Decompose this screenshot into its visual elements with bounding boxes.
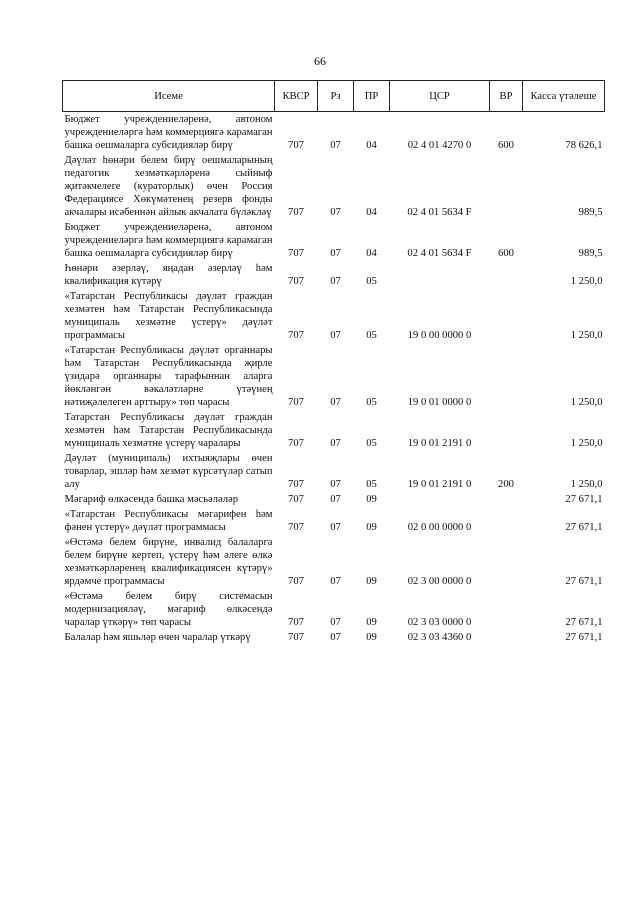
cell-vr: 600 bbox=[498, 248, 514, 259]
cell-rz: 07 bbox=[330, 576, 341, 587]
cell-pr: 09 bbox=[366, 494, 377, 505]
table-row bbox=[63, 507, 605, 535]
cell-csr: 02 4 01 5634 F bbox=[407, 248, 472, 259]
cell-name: «Өстәмә белем бирүне, инвалид балаларга белем бирүне кертеп, үстерү һәм әлеге өлкә хезмәткәрләренең квалификациясен күтәрү» ярдәмче программасы bbox=[64, 537, 273, 587]
cell-pr: 05 bbox=[366, 479, 377, 490]
cell-vr: 600 bbox=[498, 140, 514, 151]
cell-name: «Татарстан Республикасы мәгарифен һәм фәнен үстерү» дәүләт программасы bbox=[64, 509, 273, 533]
table-row bbox=[63, 410, 605, 451]
cell-amount: 27 671,1 bbox=[565, 617, 603, 628]
cell-rz: 07 bbox=[330, 494, 341, 505]
cell-csr: 02 3 03 0000 0 bbox=[407, 617, 472, 628]
cell-csr: 02 3 03 4360 0 bbox=[407, 632, 472, 643]
cell-pr: 09 bbox=[366, 522, 377, 533]
cell-kvsr: 707 bbox=[288, 617, 304, 628]
table-row bbox=[63, 451, 605, 492]
header-kvsr: КВСР bbox=[275, 81, 318, 112]
cell-name: «Татарстан Республикасы дәүләт граждан хезмәтен һәм Татарстан Республикасында муниципаль хезмәтне үстерү» дәүләт программасы bbox=[64, 291, 273, 341]
cell-kvsr: 707 bbox=[288, 479, 304, 490]
header-pr: ПР bbox=[354, 81, 390, 112]
cell-amount: 989,5 bbox=[578, 248, 603, 259]
cell-csr: 19 0 01 0000 0 bbox=[407, 397, 472, 408]
table-row bbox=[63, 220, 605, 261]
cell-pr: 09 bbox=[366, 617, 377, 628]
cell-kvsr: 707 bbox=[288, 248, 304, 259]
cell-name: Бюджет учреждениеләренә, автоном учреждениеләргә һәм коммерциягә карамаган башка оешмаларга субсидияләр бирү bbox=[64, 222, 273, 259]
cell-amount: 1 250,0 bbox=[570, 276, 603, 287]
header-row bbox=[63, 81, 605, 112]
cell-kvsr: 707 bbox=[288, 494, 304, 505]
cell-vr bbox=[490, 507, 523, 535]
table-row bbox=[63, 535, 605, 589]
cell-amount: 989,5 bbox=[578, 207, 603, 218]
cell-name: Бюджет учреждениеләренә, автоном учреждениеләргә һәм коммерциягә карамаган башка оешмаларга субсидияләр бирү bbox=[64, 114, 273, 151]
cell-amount: 78 626,1 bbox=[565, 140, 603, 151]
table-row bbox=[63, 492, 605, 507]
cell-pr: 04 bbox=[366, 248, 377, 259]
cell-csr: 19 0 01 2191 0 bbox=[407, 479, 472, 490]
cell-pr: 04 bbox=[366, 140, 377, 151]
cell-kvsr: 707 bbox=[288, 397, 304, 408]
header-vr: ВР bbox=[490, 81, 523, 112]
cell-rz: 07 bbox=[330, 140, 341, 151]
cell-pr: 04 bbox=[366, 207, 377, 218]
budget-table bbox=[62, 80, 605, 645]
cell-csr: 02 4 01 5634 F bbox=[407, 207, 472, 218]
table-row bbox=[63, 630, 605, 645]
cell-csr bbox=[390, 492, 490, 507]
cell-name: Мәгариф өлкәсендә башка мәсьәләләр bbox=[64, 494, 239, 505]
cell-amount: 1 250,0 bbox=[570, 397, 603, 408]
cell-amount: 27 671,1 bbox=[565, 576, 603, 587]
cell-vr bbox=[490, 410, 523, 451]
cell-rz: 07 bbox=[330, 330, 341, 341]
cell-vr bbox=[490, 343, 523, 410]
cell-rz: 07 bbox=[330, 617, 341, 628]
cell-kvsr: 707 bbox=[288, 522, 304, 533]
cell-name: Татарстан Республикасы дәүләт граждан хезмәтен һәм Татарстан Республикасында муниципаль хезмәтне үстерү чаралары bbox=[64, 412, 273, 449]
table-row bbox=[63, 289, 605, 343]
cell-kvsr: 707 bbox=[288, 276, 304, 287]
table-row bbox=[63, 112, 605, 154]
cell-vr bbox=[490, 630, 523, 645]
cell-vr bbox=[490, 261, 523, 289]
cell-name: Дәүләт һөнәри белем бирү оешмаларының педагогик хезмәткәрләренә сыйныф җитәкчелеге (кураторлык) өчен Россия Федерациясе Хөкүмәтенең резерв фонды акчалары исәбеннән айлык акчалата бүләкләү bbox=[64, 155, 273, 218]
header-name: Исеме bbox=[63, 81, 275, 112]
cell-csr: 02 3 00 0000 0 bbox=[407, 576, 472, 587]
cell-pr: 09 bbox=[366, 632, 377, 643]
cell-rz: 07 bbox=[330, 207, 341, 218]
cell-pr: 05 bbox=[366, 330, 377, 341]
cell-pr: 05 bbox=[366, 438, 377, 449]
cell-kvsr: 707 bbox=[288, 438, 304, 449]
cell-rz: 07 bbox=[330, 438, 341, 449]
cell-vr bbox=[490, 289, 523, 343]
cell-kvsr: 707 bbox=[288, 140, 304, 151]
cell-name: «Өстәмә белем бирү системасын модернизацияләү, мәгариф өлкәсендә чаралар үткәрү» төп чарасы bbox=[64, 591, 273, 628]
cell-name: Һөнәри әзерләү, яңадан әзерләү һәм квалификация күтәрү bbox=[64, 263, 273, 287]
table-row bbox=[63, 589, 605, 630]
cell-kvsr: 707 bbox=[288, 576, 304, 587]
header-rz: Рз bbox=[318, 81, 354, 112]
cell-name: «Татарстан Республикасы дәүләт органнары һәм Татарстан Республикасында җирле үзидарә органнары тарафыннан аларга йөкләнгән вәкаләтләрне үтәүнең нәтиҗәлелеген арттыру» төп чарасы bbox=[64, 345, 273, 408]
cell-amount: 1 250,0 bbox=[570, 438, 603, 449]
page-number: 66 bbox=[314, 54, 326, 68]
table-row bbox=[63, 153, 605, 220]
cell-rz: 07 bbox=[330, 397, 341, 408]
cell-kvsr: 707 bbox=[288, 330, 304, 341]
cell-name: Дәүләт (муниципаль) ихтыяҗлары өчен товарлар, эшләр һәм хезмәт күрсәтүләр сатып алу bbox=[64, 453, 273, 490]
cell-amount: 1 250,0 bbox=[570, 330, 603, 341]
cell-kvsr: 707 bbox=[288, 207, 304, 218]
cell-pr: 05 bbox=[366, 276, 377, 287]
header-csr: ЦСР bbox=[390, 81, 490, 112]
cell-vr bbox=[490, 589, 523, 630]
cell-vr bbox=[490, 153, 523, 220]
cell-vr bbox=[490, 535, 523, 589]
cell-rz: 07 bbox=[330, 522, 341, 533]
cell-csr: 19 0 00 0000 0 bbox=[407, 330, 472, 341]
cell-vr: 200 bbox=[498, 479, 514, 490]
cell-csr: 02 4 01 4270 0 bbox=[407, 140, 472, 151]
table-row bbox=[63, 343, 605, 410]
header-kassa: Касса үтәлеше bbox=[523, 81, 605, 112]
cell-amount: 1 250,0 bbox=[570, 479, 603, 490]
cell-amount: 27 671,1 bbox=[565, 494, 603, 505]
cell-rz: 07 bbox=[330, 632, 341, 643]
cell-rz: 07 bbox=[330, 248, 341, 259]
cell-vr bbox=[490, 492, 523, 507]
cell-rz: 07 bbox=[330, 276, 341, 287]
cell-name: Балалар һәм яшьләр өчен чаралар үткәрү bbox=[64, 632, 251, 643]
table-body bbox=[63, 112, 605, 646]
cell-pr: 09 bbox=[366, 576, 377, 587]
cell-csr bbox=[390, 261, 490, 289]
cell-csr: 19 0 01 2191 0 bbox=[407, 438, 472, 449]
cell-amount: 27 671,1 bbox=[565, 632, 603, 643]
cell-amount: 27 671,1 bbox=[565, 522, 603, 533]
cell-rz: 07 bbox=[330, 479, 341, 490]
cell-pr: 05 bbox=[366, 397, 377, 408]
table-row bbox=[63, 261, 605, 289]
cell-csr: 02 0 00 0000 0 bbox=[407, 522, 472, 533]
cell-kvsr: 707 bbox=[288, 632, 304, 643]
